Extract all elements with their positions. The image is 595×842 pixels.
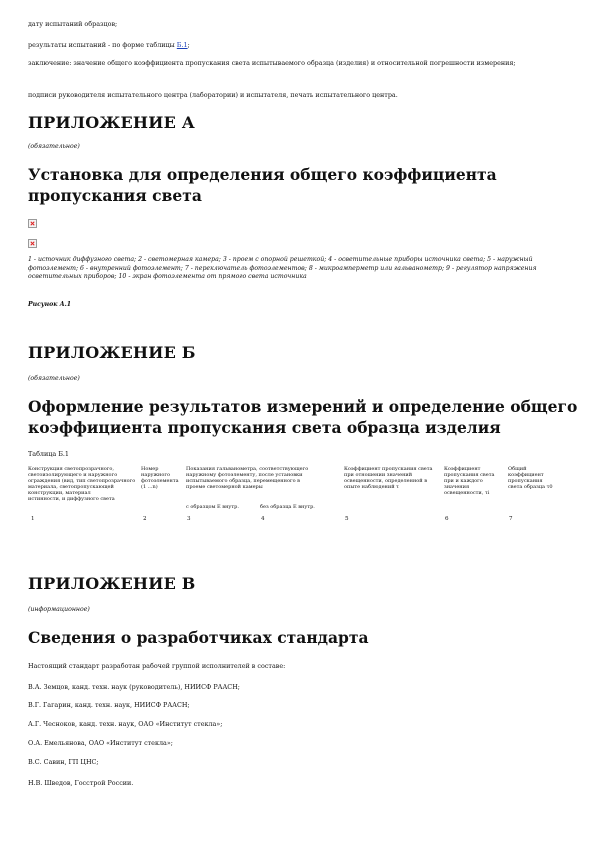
table-b1-link[interactable]: Б.1 [176, 41, 188, 49]
table-col-number: 5 [345, 516, 349, 522]
table-col-number: 6 [445, 516, 449, 522]
table-header-without-sample: без образца Е внутр. [260, 504, 315, 510]
table-header-total-coefficient: Общий коэффициент пропускания света образца τ0 [508, 466, 553, 490]
appendix-a-title-line2: пропускания света [28, 186, 202, 205]
paragraph-conclusion: заключение: значение общего коэффициента пропускания света испытываемого образца (изделия) и относительной погрешности измерения; [28, 59, 516, 67]
table-header-galvanometer-group: Показания гальванометра, соответствующего наружному фотоэлементу, после установки испытываемого образца, перемещенного в проеме светомерной камеры [186, 466, 309, 490]
broken-image-icon [28, 219, 37, 228]
figure-a1-label: Рисунок А.1 [28, 301, 72, 308]
paragraph-test-date: дату испытаний образцов; [28, 20, 118, 28]
appendix-a-status: (обязательное) [28, 143, 80, 150]
table-col-number: 4 [261, 516, 265, 522]
appendix-v-status: (информационное) [28, 606, 90, 613]
broken-image-icon [28, 239, 37, 248]
appendix-v-title: Сведения о разработчиках стандарта [28, 628, 369, 647]
appendix-a-heading: ПРИЛОЖЕНИЕ А [28, 113, 195, 132]
paragraph-signatures: подписи руководителя испытательного центра (лаборатории) и испытателя, печать испытательного центра. [28, 91, 398, 99]
table-b1 [28, 466, 568, 526]
developer-item: В.Г. Гагарин, канд. техн. наук, НИИСФ РААСН; [28, 701, 190, 709]
table-header-transmission-coefficient: Коэффициент пропускания света при отношении значений освещенности, определенной в опыте наблюдений τ [344, 466, 433, 490]
appendix-b-title [28, 396, 577, 438]
table-header-construction: Конструкция светопрозрачного, светоизолирующего и наружного ограждения (вид, тип светопрозрачного материала, светопропускающей конструкции, материал истинности, и диффузного света [28, 466, 136, 502]
table-header-photocell-number: Номер наружного фотоэлемента (1 ...n) [141, 466, 179, 490]
paragraph-test-results [28, 41, 190, 49]
developers-intro: Настоящий стандарт разработан рабочей группой исполнителей в составе: [28, 662, 286, 670]
appendix-b-title-line1: Оформление результатов измерений и определение общего [28, 397, 578, 416]
table-b1-label: Таблица Б.1 [28, 450, 69, 458]
appendix-a-title [28, 164, 497, 206]
table-col-number: 1 [31, 516, 35, 522]
developer-item: В.А. Земцов, канд. техн. наук (руководитель), НИИСФ РААСН; [28, 683, 240, 691]
appendix-b-status: (обязательное) [28, 375, 80, 382]
developer-item: А.Г. Чесноков, канд. техн. наук, ОАО «Институт стекла»; [28, 720, 223, 728]
appendix-b-heading: ПРИЛОЖЕНИЕ Б [28, 343, 196, 362]
results-suffix: ; [187, 41, 190, 49]
developer-item: Н.В. Шведов, Госстрой России. [28, 779, 134, 787]
table-col-number: 2 [143, 516, 147, 522]
appendix-v-heading: ПРИЛОЖЕНИЕ В [28, 574, 196, 593]
developer-item: В.С. Савин, ГП ЦНС; [28, 758, 99, 766]
table-col-number: 7 [509, 516, 513, 522]
table-header-coefficient-each: Коэффициент пропускания света при и каждого значения освещенности, τi [444, 466, 495, 496]
developer-item: О.А. Емельянова, ОАО «Институт стекла»; [28, 739, 173, 747]
table-header-with-sample: с образцом Е внутр. [186, 504, 239, 510]
results-text: результаты испытаний - по форме таблицы [28, 41, 177, 49]
table-col-number: 3 [187, 516, 191, 522]
appendix-a-title-line1: Установка для определения общего коэффициента [28, 165, 497, 184]
figure-a1-legend: 1 - источник диффузного света; 2 - светомерная камера; 3 - проем с опорной решеткой; 4 - осветительные приборы источника света; 5 - наружный фотоэлемент; 6 - внутренний фотоэлемент; 7 - переключатель фотоэлементов; 8 - микроамперметр или гальванометр; 9 - регулятор напряжения осветительных приборов; 10 - экран фотоэлемента от прямого света источника [28, 256, 537, 280]
appendix-b-title-line2: коэффициента пропускания света образца изделия [28, 418, 501, 437]
